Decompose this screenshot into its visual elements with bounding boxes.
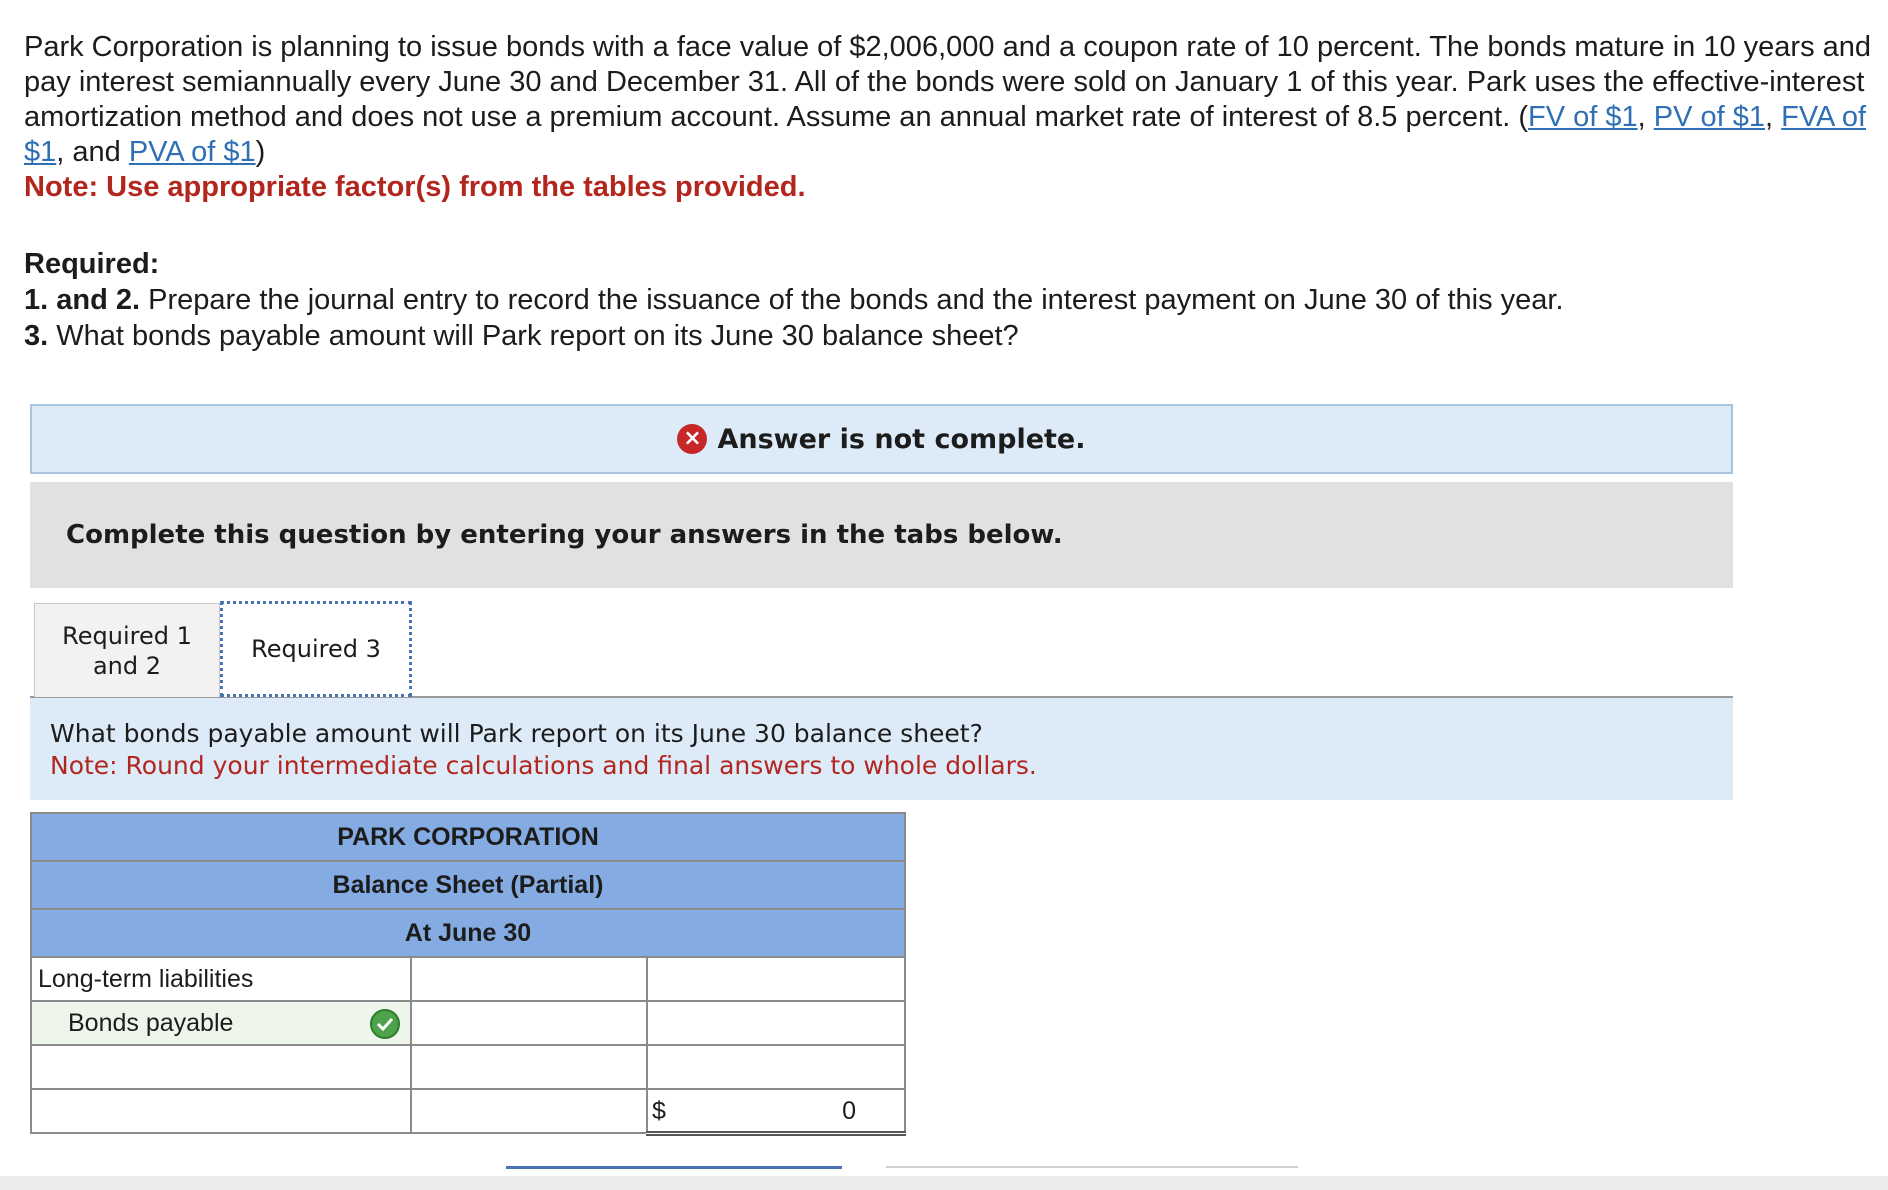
panel-question: What bonds payable amount will Park report on its June 30 balance sheet? [50, 719, 983, 748]
amount-input[interactable] [647, 1001, 905, 1045]
label-input[interactable] [31, 1045, 411, 1089]
amount-input[interactable] [647, 1045, 905, 1089]
separator: , and [56, 136, 129, 168]
question-panel [30, 698, 1733, 800]
required-section [24, 246, 1874, 354]
label-input[interactable] [31, 1089, 411, 1133]
amount-input[interactable] [647, 957, 905, 1001]
header-row [31, 813, 905, 861]
pva-link[interactable]: PVA of $1 [128, 136, 256, 168]
separator: , [1637, 101, 1654, 133]
required-text: What bonds payable amount will Park report on its June 30 balance sheet? [48, 320, 1019, 352]
required-heading: Required: [24, 248, 160, 280]
statement-title: Balance Sheet (Partial) [31, 861, 905, 909]
company-name: PARK CORPORATION [31, 813, 905, 861]
total-amount [647, 1089, 905, 1133]
separator: ) [255, 136, 266, 168]
factor-note: Note: Use appropriate factor(s) from the tables provided. [24, 171, 806, 203]
required-item-3 [24, 318, 1874, 354]
header-row [31, 909, 905, 957]
statement-date: At June 30 [31, 909, 905, 957]
balance-sheet-table [30, 812, 906, 1136]
section-label: Long-term liabilities [38, 964, 254, 993]
tab-required-1-and-2[interactable] [34, 603, 220, 697]
table-row [31, 1001, 905, 1045]
question-text [24, 30, 1874, 205]
item-label: Bonds payable [68, 1008, 234, 1037]
amount-input[interactable] [411, 1045, 647, 1089]
tab-required-3[interactable] [220, 601, 412, 697]
required-text: Prepare the journal entry to record the issuance of the bonds and the interest payment on June 30 of this year. [140, 284, 1564, 316]
rounding-note: Note: Round your intermediate calculations and final answers to whole dollars. [50, 751, 1037, 780]
total-value: 0 [842, 1097, 856, 1125]
question-intro: Park Corporation is planning to issue bonds with a face value of $2,006,000 and a coupon rate of 10 percent. The bonds mature in 10 years and pay interest semiannually every June 30 and December 31. All of the bonds were sold on January 1 of this year. Park uses the effective-interest amortization method and does not use a premium account. Assume an annual market rate of interest of 8.5 percent. ( [24, 31, 1872, 133]
header-row [31, 861, 905, 909]
currency-symbol: $ [652, 1097, 666, 1125]
item-label-cell[interactable] [31, 1001, 411, 1045]
nav-button-edge [886, 1166, 1298, 1168]
required-item-1-2 [24, 282, 1874, 318]
bottom-bar [0, 1176, 1888, 1190]
tab-label: and 2 [92, 651, 162, 680]
amount-input[interactable] [411, 1001, 647, 1045]
tab-label: Required 3 [251, 635, 381, 663]
separator: , [1765, 101, 1782, 133]
total-row [31, 1089, 905, 1133]
required-number: 1. and 2. [24, 284, 141, 316]
fv-link[interactable]: FV of $1 [1528, 101, 1638, 133]
amount-input[interactable] [411, 1089, 647, 1133]
tab-label: Required 1 [62, 621, 192, 650]
section-label-cell[interactable] [31, 957, 411, 1001]
fva-link[interactable]: FVA of $1 [24, 101, 1867, 168]
error-x-icon: × [677, 424, 707, 454]
instruction-text: Complete this question by entering your answers in the tabs below. [66, 520, 1063, 550]
correct-check-icon [370, 1009, 400, 1039]
nav-button-edge [506, 1166, 842, 1169]
table-row [31, 1045, 905, 1089]
instruction-bar [30, 482, 1733, 588]
answer-status-text: Answer is not complete. [717, 423, 1086, 455]
table-row [31, 957, 905, 1001]
answer-status-banner [30, 404, 1733, 474]
amount-input[interactable] [411, 957, 647, 1001]
pv-link[interactable]: PV of $1 [1653, 101, 1765, 133]
required-number: 3. [24, 320, 49, 352]
